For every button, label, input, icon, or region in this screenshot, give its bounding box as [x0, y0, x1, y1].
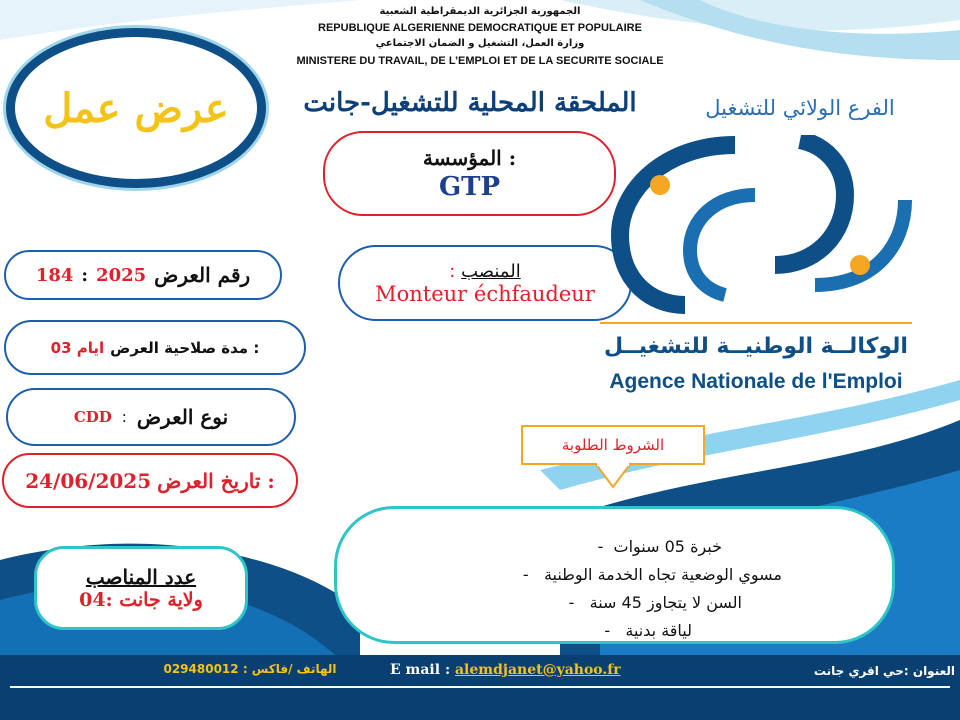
requirements-title-box: [521, 425, 705, 465]
footer-phone: الهاتف /فاكس : 029480012: [163, 662, 337, 676]
header-country-fr: REPUBLIQUE ALGERIENNE DEMOCRATIQUE ET POPULAIRE: [318, 22, 642, 34]
positions-count-value: ولاية جانت :04: [79, 589, 203, 611]
offer-type-box: [6, 388, 296, 446]
header-ministry-ar: وزارة العمل، التشغيل و الضمان الاجتماعي: [375, 38, 585, 49]
offer-number-label: رقم العرض: [154, 263, 251, 287]
offer-type-value: CDD: [73, 408, 112, 426]
position-colon: :: [449, 260, 456, 282]
job-offer-badge-text: عرض عمل: [43, 84, 229, 132]
header-country-ar: الجمهورية الجزائرية الديمقراطية الشعبية: [379, 6, 581, 17]
office-title: الملحقة المحلية للتشغيل-جانت: [303, 88, 637, 118]
position-label-line: [449, 261, 520, 282]
requirement-item: مسوي الوضعية تجاه الخدمة الوطنية -: [522, 565, 782, 584]
footer-email-line: [390, 662, 690, 678]
footer-address: العنوان :حي اقري جانت: [813, 664, 955, 678]
validity-box: [4, 320, 306, 375]
requirement-item: خبرة 05 سنوات -: [597, 537, 722, 556]
callout-arrow-icon: [595, 463, 631, 489]
agency-arabic-name: الوكالــة الوطنيــة للتشغيــل: [604, 334, 908, 359]
offer-date-value: 24/06/2025: [25, 468, 152, 493]
offer-number-year: 2025: [96, 264, 147, 286]
requirements-title: الشروط الطلوبة: [561, 436, 665, 454]
offer-number-value: 184: [35, 264, 74, 286]
offer-type-label: نوع العرض: [136, 405, 229, 429]
positions-count-box: [34, 546, 248, 630]
offer-number-box: [4, 250, 282, 300]
footer-email-label: E mail :: [390, 662, 451, 678]
company-label: المؤسسة :: [422, 145, 517, 170]
company-value: GTP: [438, 171, 501, 202]
logo-divider: [600, 322, 912, 324]
offer-number-sep: :: [81, 264, 89, 286]
header-ministry-fr: MINISTERE DU TRAVAIL, DE L’EMPLOI ET DE LA SECURITE SOCIALE: [296, 55, 664, 67]
position-box: [338, 245, 632, 321]
requirement-item: لياقة بدنية -: [604, 621, 692, 640]
offer-date-box: [2, 453, 298, 508]
requirements-box: [334, 506, 895, 644]
anem-logo-icon: [605, 135, 915, 315]
agency-french-name: Agence Nationale de l'Emploi: [609, 370, 903, 393]
requirement-item: السن لا يتجاوز 45 سنة -: [568, 593, 742, 612]
offer-type-sep: :: [121, 408, 127, 426]
positions-count-label: عدد المناصب: [85, 565, 197, 589]
footer-email-link[interactable]: alemdjanet@yahoo.fr: [454, 662, 621, 678]
validity-value: 03 ايام: [50, 338, 105, 357]
job-offer-badge: [6, 28, 266, 188]
branch-title: الفرع الولائي للتشغيل: [705, 96, 895, 120]
offer-date-label: تاريخ العرض :: [157, 468, 275, 493]
company-box: [323, 131, 616, 216]
position-label: المنصب: [461, 260, 521, 282]
validity-label: مدة صلاحية العرض :: [110, 338, 260, 357]
position-value: Monteur échfaudeur: [375, 281, 595, 306]
